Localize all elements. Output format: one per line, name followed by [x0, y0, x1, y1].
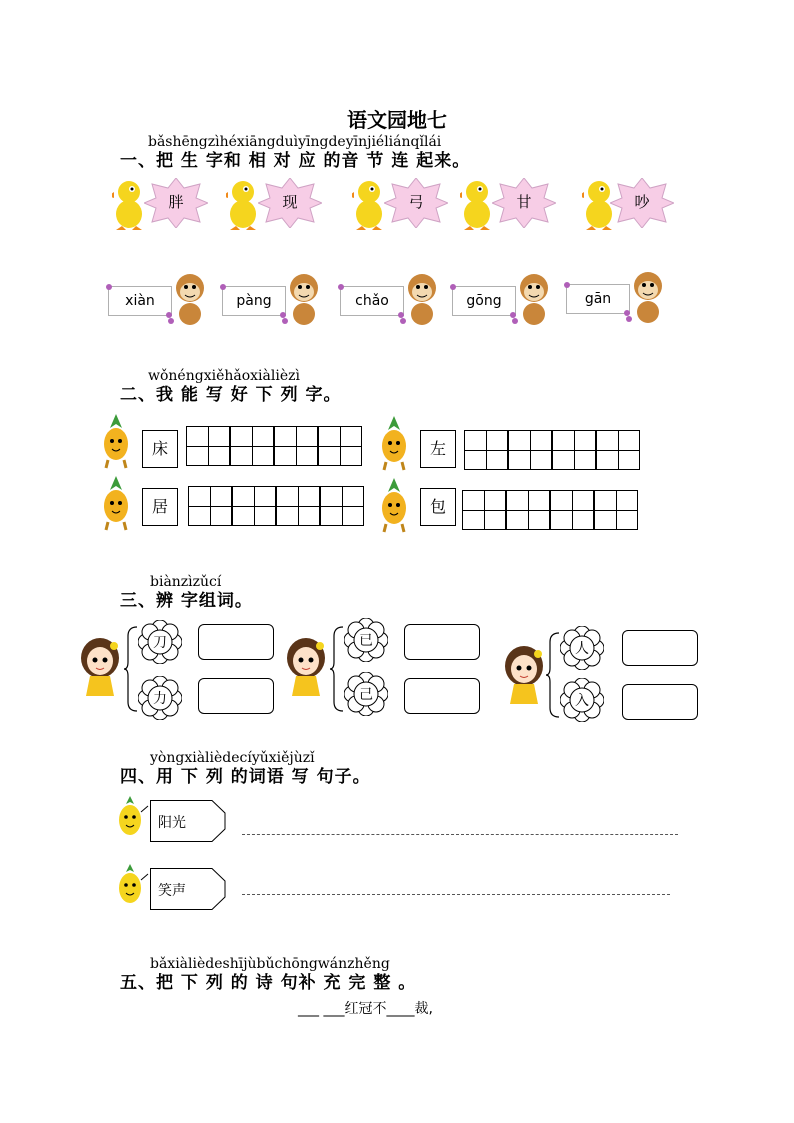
flower-char-label: 力 [153, 691, 167, 707]
flower-char-label: 已 [359, 633, 373, 649]
match-syllable-1[interactable] [108, 270, 212, 328]
writing-grid-4[interactable] [462, 490, 642, 532]
syllable-card: pàng [222, 286, 286, 316]
monkey-icon [402, 272, 442, 326]
flower-char-label: 刀 [153, 635, 167, 651]
flower-char-5 [560, 626, 604, 670]
section-3-pinyin: biànzìzǔcí [150, 574, 222, 590]
char-label: 弓 [408, 193, 424, 211]
duck-icon [112, 178, 146, 234]
char-label: 甘 [516, 193, 532, 211]
page-title: 语文园地七 [347, 108, 447, 132]
pineapple-icon [114, 864, 150, 906]
flower-char-2 [138, 676, 182, 720]
section-1-heading: 一、把 生 字和 相 对 应 的音 节 连 起来。 [120, 151, 471, 171]
sentence-line-1[interactable] [242, 834, 678, 835]
match-syllable-4[interactable] [452, 270, 556, 328]
match-char-5[interactable] [582, 176, 680, 234]
pineapple-icon [100, 476, 132, 532]
section-2-heading: 二、我 能 写 好 下 列 字。 [120, 385, 342, 405]
section-4-pinyin: yòngxiàlièdecíyǔxiějùzǐ [150, 750, 315, 766]
answer-box[interactable] [622, 630, 698, 666]
pineapple-icon [100, 414, 132, 470]
flower-char-1 [138, 620, 182, 664]
match-syllable-3[interactable] [340, 270, 444, 328]
pineapple-icon [378, 478, 410, 534]
poem-line[interactable]: ___ ___红冠不____裁, [298, 1001, 433, 1017]
pineapple-icon [114, 796, 150, 838]
syllable-card: xiàn [108, 286, 172, 316]
practice-char-3: 居 [142, 488, 178, 526]
monkey-icon [514, 272, 554, 326]
answer-box[interactable] [404, 678, 480, 714]
section-2-pinyin: wǒnéngxiěhǎoxiàlièzì [148, 368, 300, 384]
monkey-icon [170, 272, 210, 326]
writing-grid-3[interactable] [188, 486, 368, 528]
flower-char-label: 人 [575, 641, 589, 657]
girl-icon [502, 644, 546, 706]
monkey-icon [628, 270, 668, 324]
flower-char-label: 己 [359, 687, 373, 703]
brace-icon [546, 632, 560, 718]
section-5-heading: 五、把 下 列 的 诗 句补 充 完 整 。 [120, 973, 417, 993]
flower-char-4 [344, 672, 388, 716]
char-label: 现 [282, 193, 298, 211]
brace-icon [330, 626, 344, 712]
practice-char-1: 床 [142, 430, 178, 468]
answer-box[interactable] [622, 684, 698, 720]
syllable-card: gān [566, 284, 630, 314]
match-char-4[interactable] [460, 176, 558, 234]
flower-char-label: 入 [575, 693, 589, 709]
answer-box[interactable] [404, 624, 480, 660]
char-label: 胖 [168, 193, 184, 211]
practice-char-4: 包 [420, 488, 456, 526]
match-char-1[interactable] [112, 176, 210, 234]
char-label: 吵 [634, 193, 650, 211]
syllable-card: gōng [452, 286, 516, 316]
brace-icon [124, 626, 138, 712]
match-syllable-5[interactable] [566, 268, 670, 326]
section-5-pinyin: bǎxiàlièdeshījùbǔchōngwánzhěng [150, 956, 390, 972]
writing-grid-1[interactable] [186, 426, 366, 468]
word-label-1: 阳光 [158, 815, 186, 831]
monkey-icon [284, 272, 324, 326]
answer-box[interactable] [198, 678, 274, 714]
word-label-2: 笑声 [158, 883, 186, 899]
practice-char-2: 左 [420, 430, 456, 468]
answer-box[interactable] [198, 624, 274, 660]
match-char-2[interactable] [226, 176, 324, 234]
duck-icon [226, 178, 260, 234]
flower-char-6 [560, 678, 604, 722]
writing-grid-2[interactable] [464, 430, 644, 472]
flower-char-3 [344, 618, 388, 662]
duck-icon [352, 178, 386, 234]
girl-icon [78, 636, 122, 698]
section-1-pinyin: bǎshēngzìhéxiāngduìyīngdeyīnjiéliánqǐlái [148, 134, 442, 150]
pineapple-icon [378, 416, 410, 472]
girl-icon [284, 636, 328, 698]
match-char-3[interactable] [352, 176, 450, 234]
syllable-card: chǎo [340, 286, 404, 316]
section-3-heading: 三、辨 字组词。 [120, 591, 253, 611]
sentence-line-2[interactable] [242, 894, 670, 895]
duck-icon [460, 178, 494, 234]
match-syllable-2[interactable] [222, 270, 326, 328]
section-4-heading: 四、用 下 列 的词语 写 句子。 [120, 767, 371, 787]
